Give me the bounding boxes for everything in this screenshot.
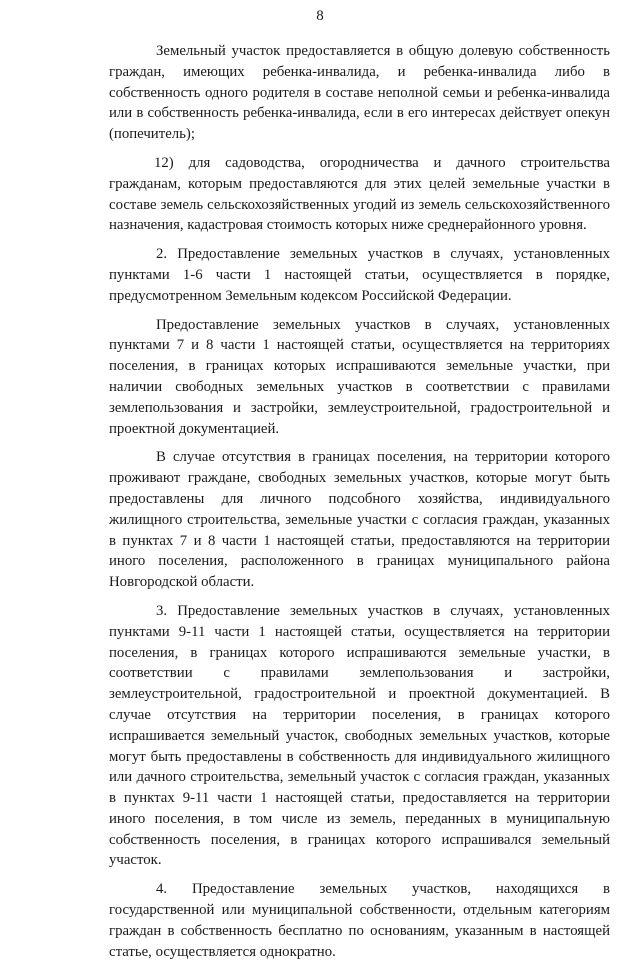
paragraph-section-4: 4. Предоставление земельных участков, находящихся в государственной или муниципальной собственности, отдельным категориям граждан в собственность бесплатно по основаниям, указанным в настоящей статье, осуществляется однократно. (109, 881, 610, 960)
paragraph-items-7-8: Предоставление земельных участков в случаях, установленных пунктами 7 и 8 части 1 настоящей статьи, осуществляется на территориях поселения, в границах которых испрашиваются земельные участки, при наличии свободных земельных участков в соответствии с правилами землепользования и застройки, землеустроительной, градостроительной и проектной документацией. (109, 316, 610, 437)
paragraph-item-12: 12) для садоводства, огородничества и дачного строительства гражданам, которым предоставляются для этих целей земельные участки в составе земель сельскохозяйственных угодий из земель сельскохозяйственного назначения, кадастровая стоимость которых ниже среднерайонного уровня. (109, 154, 610, 234)
paragraph-section-2: 2. Предоставление земельных участков в случаях, установленных пунктами 1-6 части 1 настоящей статьи, осуществляется в порядке, предусмотренном Земельным кодексом Российской Федерации. (109, 246, 610, 304)
paragraph-other-settlement: В случае отсутствия в границах поселения, на территории которого проживают граждане, свободных земельных участков, которые могут быть предоставлены для личного подсобного хозяйства, индивидуального жилищного строительства, земельные участки с согласия граждан, указанных в пунктах 7 и 8 части 1 настоящей статьи, предоставляются на территории иного поселения, расположенного в границах муниципального района Новгородской области. (109, 449, 610, 591)
document-body (109, 41, 610, 962)
paragraph-shared-ownership: Земельный участок предоставляется в общую долевую собственность граждан, имеющих ребенка-инвалида, и ребенка-инвалида либо в собственность одного родителя в составе неполной семьи и ребенка-инвалида или в собственность ребенка-инвалида, если в его интересах действует опекун (попечитель); (109, 43, 610, 143)
paragraph-section-3: 3. Предоставление земельных участков в случаях, установленных пунктами 9-11 части 1 настоящей статьи, осуществляется на территории поселения, в границах которого испрашиваются земельные участки, в соответствии с правилами землепользования и застройки, землеустроительной, градостроительной и проектной документацией. В случае отсутствия на территории поселения, в границах которого испрашивается земельный участок, свободных земельных участков, которые могут быть предоставлены в собственность для индивидуального жилищного или дачного строительства, земельный участок с согласия граждан, указанных в пунктах 9-11 части 1 настоящей статьи, предоставляется на территории иного поселения, в том числе из земель, переданных в муниципальную собственность поселения, в границах которого испрашивался земельный участок. (109, 602, 610, 869)
page-number: 8 (316, 8, 324, 24)
